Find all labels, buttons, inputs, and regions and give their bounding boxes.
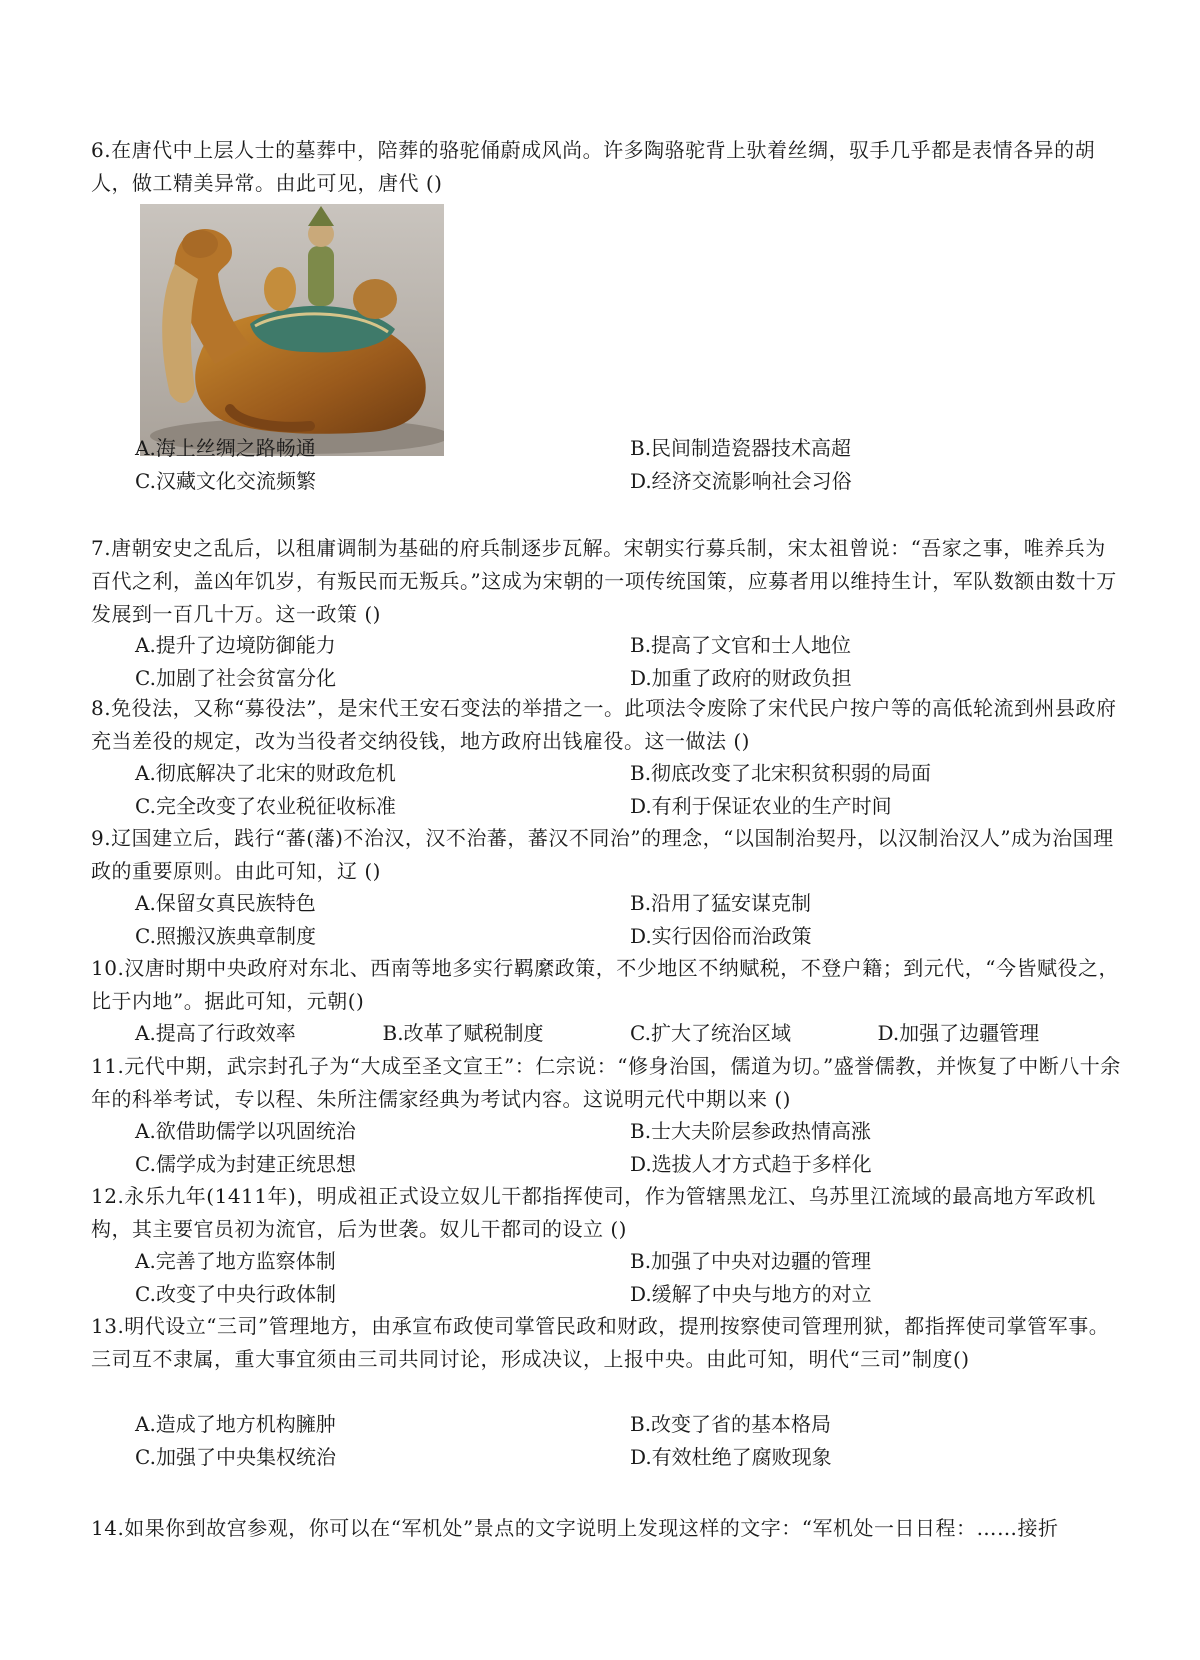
question-7-option-d: D.加重了政府的财政负担 [630, 666, 852, 690]
question-9-option-c: C.照搬汉族典章制度 [135, 924, 316, 948]
question-8-option-d: D.有利于保证农业的生产时间 [630, 794, 892, 818]
question-12-option-b: B.加强了中央对边疆的管理 [630, 1249, 872, 1273]
question-13-options [135, 1408, 1125, 1474]
question-11-option-d: D.选拔人才方式趋于多样化 [630, 1152, 872, 1176]
question-7-option-c: C.加剧了社会贫富分化 [135, 666, 336, 690]
question-7-option-b: B.提高了文官和士人地位 [630, 633, 852, 657]
question-7-stem: 7.唐朝安史之乱后，以租庸调制为基础的府兵制逐步瓦解。宋朝实行募兵制，宋太祖曾说：“吾家之事，唯养兵为百代之利，盖凶年饥岁，有叛民而无叛兵。”这成为宋朝的一项传统国策，应募者用以维持生计，军队数额由数十万发展到一百几十万。这一政策 () [91, 536, 1117, 626]
question-7-options [135, 629, 1125, 695]
question-8-stem: 8.免役法，又称“募役法”，是宋代王安石变法的举措之一。此项法令废除了宋代民户按户等的高低轮流到州县政府充当差役的规定，改为当役者交纳役钱，地方政府出钱雇役。这一做法 () [91, 696, 1117, 753]
question-6-option-a: A.海上丝绸之路畅通 [135, 436, 316, 460]
question-13-option-a: A.造成了地方机构臃肿 [135, 1412, 336, 1436]
question-12-option-a: A.完善了地方监察体制 [135, 1249, 336, 1273]
question-6-option-b: B.民间制造瓷器技术高超 [630, 436, 852, 460]
question-12-option-d: D.缓解了中央与地方的对立 [630, 1282, 872, 1306]
question-10-option-c: C.扩大了统治区域 [630, 1021, 791, 1045]
question-10-option-b: B.改革了赋税制度 [382, 1021, 544, 1045]
question-7-option-a: A.提升了边境防御能力 [135, 633, 336, 657]
question-13-option-c: C.加强了中央集权统治 [135, 1445, 336, 1469]
question-6-option-c: C.汉藏文化交流频繁 [135, 469, 316, 493]
question-11-option-b: B.士大夫阶层参政热情高涨 [630, 1119, 872, 1143]
question-11-stem: 11.元代中期，武宗封孔子为“大成至圣文宣王”：仁宗说：“修身治国，儒道为切。”盛誉儒教，并恢复了中断八十余年的科举考试，专以程、朱所注儒家经典为考试内容。这说明元代中期以来 () [91, 1054, 1121, 1111]
question-11-option-a: A.欲借助儒学以巩固统治 [135, 1119, 356, 1143]
question-13-option-b: B.改变了省的基本格局 [630, 1412, 832, 1436]
question-10-stem: 10.汉唐时期中央政府对东北、西南等地多实行羁縻政策，不少地区不纳赋税，不登户籍；到元代，“今皆赋役之，比于内地”。据此可知，元朝() [91, 956, 1120, 1013]
question-8-option-a: A.彻底解决了北宋的财政危机 [135, 761, 396, 785]
tang-camel-figurine-image [140, 204, 444, 456]
question-9-option-a: A.保留女真民族特色 [135, 891, 316, 915]
question-9-stem: 9.辽国建立后，践行“蕃(藩)不治汉，汉不治蕃，蕃汉不同治”的理念，“以国制治契丹，以汉制治汉人”成为治国理政的重要原则。由此可知，辽 () [91, 826, 1114, 883]
question-13-option-d: D.有效杜绝了腐败现象 [630, 1445, 832, 1469]
question-10-options [135, 1017, 1125, 1050]
question-6-options [135, 432, 1125, 498]
question-14-stem: 14.如果你到故宫参观，你可以在“军机处”景点的文字说明上发现这样的文字：“军机处一日日程：……接折 [91, 1516, 1059, 1540]
question-8-options [135, 757, 1125, 823]
question-10-option-a: A.提高了行政效率 [135, 1021, 296, 1045]
question-9-option-d: D.实行因俗而治政策 [630, 924, 812, 948]
question-10-option-d: D.加强了边疆管理 [877, 1021, 1040, 1045]
question-6-option-d: D.经济交流影响社会习俗 [630, 469, 852, 493]
question-8-option-b: B.彻底改变了北宋积贫积弱的局面 [630, 761, 932, 785]
question-9-options [135, 887, 1125, 953]
question-11-option-c: C.儒学成为封建正统思想 [135, 1152, 356, 1176]
question-12-option-c: C.改变了中央行政体制 [135, 1282, 336, 1306]
question-6-stem: 6.在唐代中上层人士的墓葬中，陪葬的骆驼俑蔚成风尚。许多陶骆驼背上驮着丝绸，驭手几乎都是表情各异的胡人，做工精美异常。由此可见，唐代 () [91, 138, 1096, 195]
question-12-stem: 12.永乐九年(1411年)，明成祖正式设立奴儿干都指挥使司，作为管辖黑龙江、乌苏里江流域的最高地方军政机构，其主要官员初为流官，后为世袭。奴儿干都司的设立 () [91, 1184, 1096, 1241]
question-9-option-b: B.沿用了猛安谋克制 [630, 891, 812, 915]
question-13-stem: 13.明代设立“三司”管理地方，由承宣布政使司掌管民政和财政，提刑按察使司管理刑狱，都指挥使司掌管军事。三司互不隶属，重大事宜须由三司共同讨论，形成决议，上报中央。由此可知，明代“三司”制度() [91, 1314, 1110, 1371]
question-12-options [135, 1245, 1125, 1311]
question-8-option-c: C.完全改变了农业税征收标准 [135, 794, 396, 818]
question-11-options [135, 1115, 1125, 1181]
